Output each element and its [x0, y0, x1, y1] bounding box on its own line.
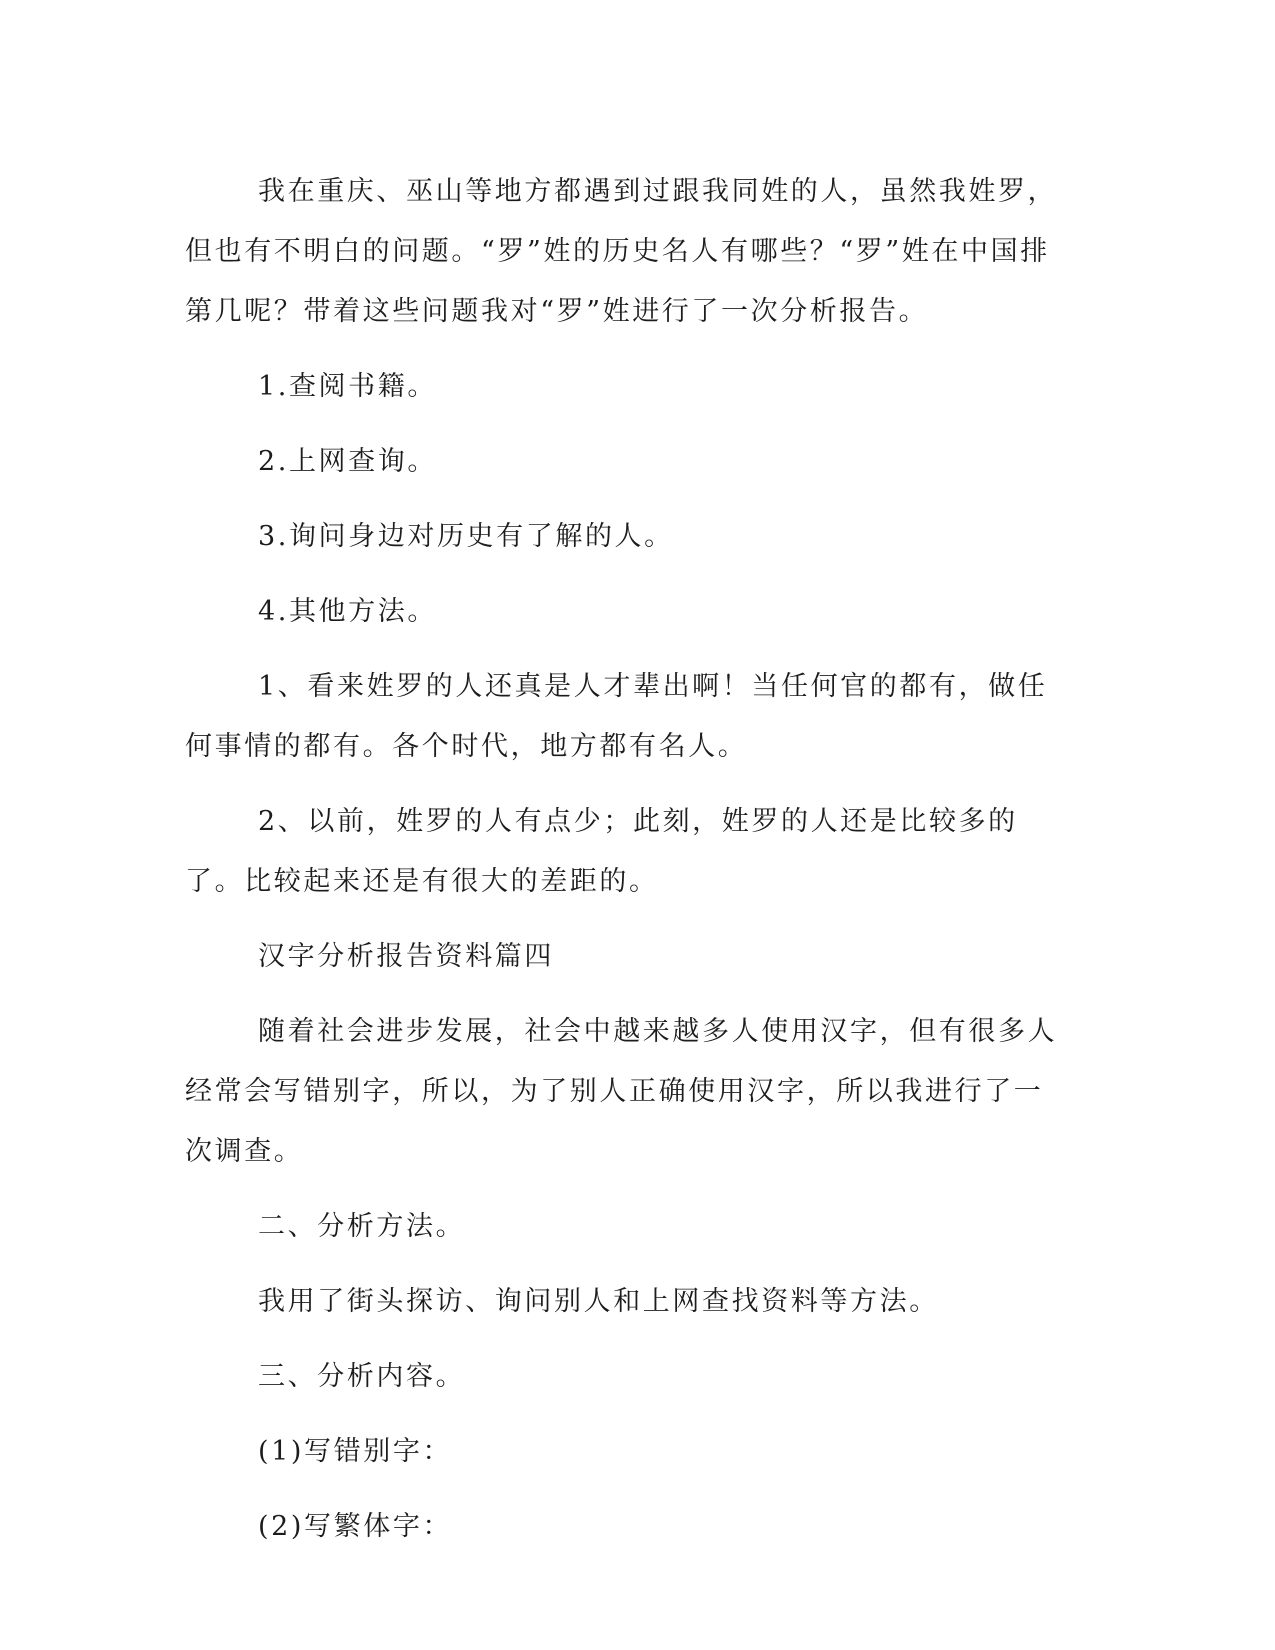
document-body [185, 162, 1060, 1557]
content-item-2: (2)写繁体字： [258, 1511, 453, 1542]
section-heading: 汉字分析报告资料篇四 [258, 941, 554, 972]
paragraph-intro: 我在重庆、巫山等地方都遇到过跟我同姓的人，虽然我姓罗，但也有不明白的问题。“罗”姓的历史名人有哪些？“罗”姓在中国排第几呢？带着这些问题我对“罗”姓进行了一次分析报告。 [185, 176, 1058, 327]
paragraph-survey-intro: 随着社会进步发展，社会中越来越多人使用汉字，但有很多人经常会写错别字，所以，为了别人正确使用汉字，所以我进行了一次调查。 [185, 1016, 1058, 1167]
finding-1: 1、看来姓罗的人还真是人才辈出啊！当任何官的都有，做任何事情的都有。各个时代，地方都有名人。 [185, 671, 1048, 762]
method-item-1: 1.查阅书籍。 [258, 371, 437, 402]
content-item-1: (1)写错别字： [258, 1436, 453, 1467]
paragraph-methods: 我用了街头探访、询问别人和上网查找资料等方法。 [258, 1286, 939, 1317]
method-item-4: 4.其他方法。 [258, 596, 437, 627]
finding-2: 2、以前，姓罗的人有点少；此刻，姓罗的人还是比较多的了。比较起来还是有很大的差距的。 [185, 806, 1018, 897]
section-content-heading: 三、分析内容。 [258, 1361, 466, 1392]
method-item-2: 2.上网查询。 [258, 446, 437, 477]
method-item-3: 3.询问身边对历史有了解的人。 [258, 521, 674, 552]
section-methods-heading: 二、分析方法。 [258, 1211, 466, 1242]
